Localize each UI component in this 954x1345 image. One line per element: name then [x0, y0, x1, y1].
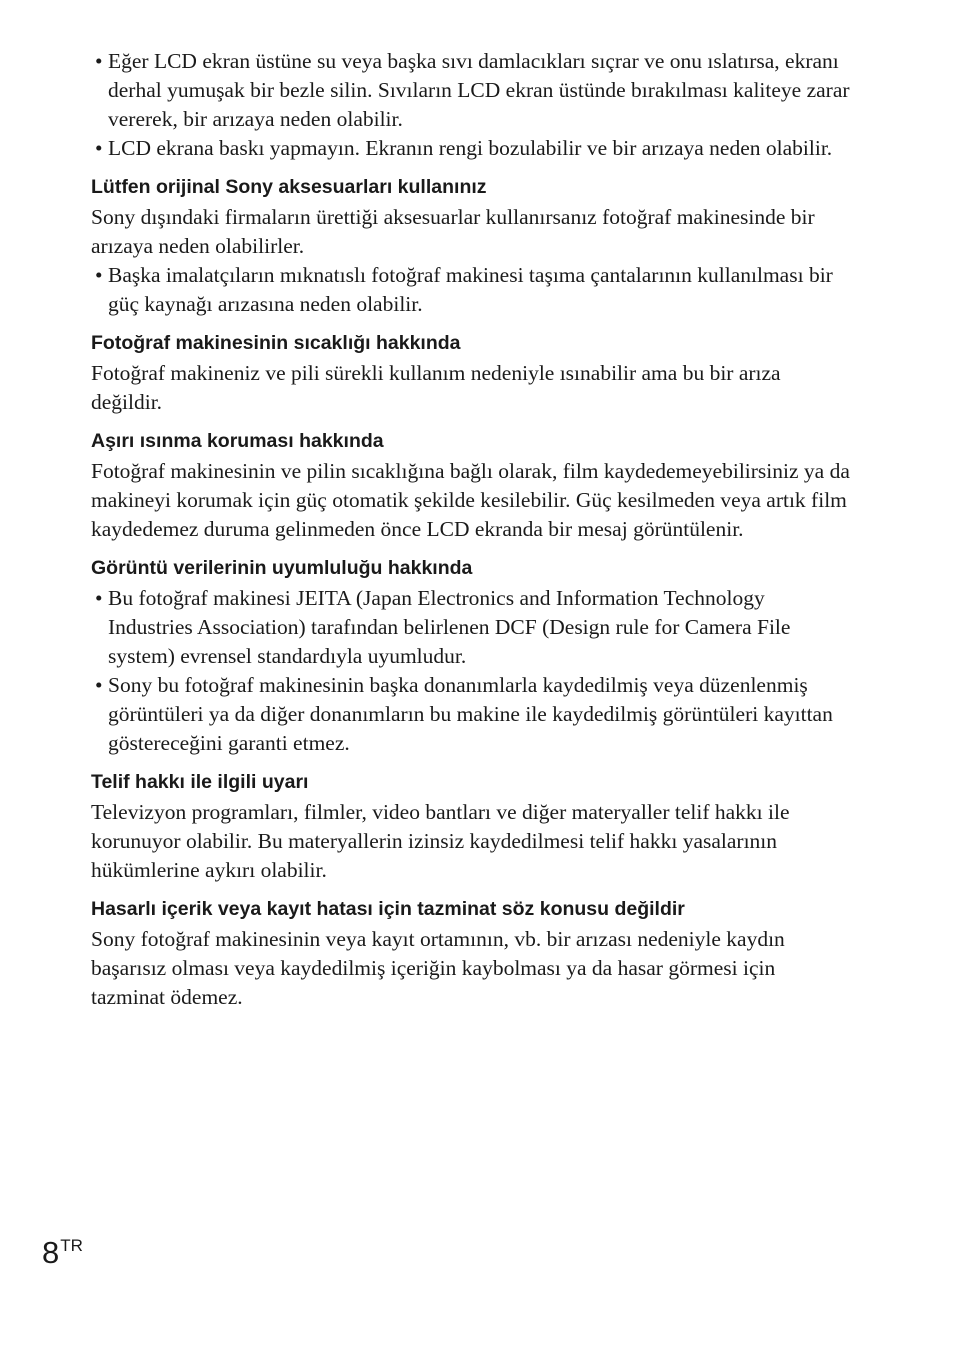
section-paragraph: Fotoğraf makinesinin ve pilin sıcaklığına bağlı olarak, film kaydedemeyebilirsiniz ya da makineyi korumak için güç otomatik şekilde kesilebilir. Güç kesilmeden veya artık film kaydedemez duruma gelinmeden önce LCD ekranda bir mesaj görüntülenir. [91, 459, 850, 541]
page-number-value: 8 [42, 1235, 60, 1270]
list-item [91, 47, 851, 134]
bullet-icon: • [95, 49, 103, 73]
section-paragraph: Sony fotoğraf makinesinin veya kayıt ortamının, vb. bir arızası nedeniyle kaydın başarısız olması veya kaydedilmiş içeriğin kaybolması ya da hasar görmesi için tazminat ödemez. [91, 927, 785, 1009]
bullet-text: Bu fotoğraf makinesi JEITA (Japan Electronics and Information Technology Industries Association) tarafından belirlenen DCF (Design rule for Camera File system) evrensel standardıyla uyumludur. [108, 586, 791, 668]
page-number [42, 1235, 83, 1276]
section-no-compensation [91, 896, 851, 1012]
section-heading: Hasarlı içerik veya kayıt hatası için tazminat söz konusu değildir [91, 898, 685, 920]
list-item [91, 671, 851, 758]
list-item [91, 584, 851, 671]
section-copyright-warning [91, 769, 851, 885]
section-heading: Fotoğraf makinesinin sıcaklığı hakkında [91, 332, 461, 354]
bullet-icon: • [95, 673, 103, 697]
section-overheat-protection [91, 428, 851, 544]
section-paragraph: Televizyon programları, filmler, video bantları ve diğer materyaller telif hakkı ile korunuyor olabilir. Bu materyallerin izinsiz kaydedilmesi telif hakkı yasalarının hükümlerine aykırı olabilir. [91, 800, 790, 882]
section-heading: Aşırı ısınma koruması hakkında [91, 430, 384, 452]
section-heading: Telif hakkı ile ilgili uyarı [91, 771, 309, 793]
section-image-compatibility [91, 555, 851, 758]
section-heading: Lütfen orijinal Sony aksesuarları kullanınız [91, 176, 487, 198]
bullet-text: Eğer LCD ekran üstüne su veya başka sıvı damlacıkları sıçrar ve onu ıslatırsa, ekranı derhal yumuşak bir bezle silin. Sıvıların LCD ekran üstünde bırakılması kaliteye zarar vererek, bir arızaya neden olabilir. [108, 49, 850, 131]
bullet-icon: • [95, 136, 103, 160]
list-item [91, 261, 851, 319]
page-region-code: TR [60, 1236, 83, 1255]
page-content [91, 47, 851, 1012]
bullet-text: Sony bu fotoğraf makinesinin başka donanımlarla kaydedilmiş veya düzenlenmiş görüntüleri ya da diğer donanımların bu makine ile kaydedilmiş görüntüleri kayıttan göstereceğini garanti etmez. [108, 673, 833, 755]
section-heading: Görüntü verilerinin uyumluluğu hakkında [91, 557, 473, 579]
bullet-icon: • [95, 263, 103, 287]
section-paragraph: Fotoğraf makineniz ve pili sürekli kullanım nedeniyle ısınabilir ama bu bir arıza değildir. [91, 361, 781, 414]
bullet-icon: • [95, 586, 103, 610]
section-camera-temperature [91, 330, 851, 417]
bullet-text: Başka imalatçıların mıknatıslı fotoğraf makinesi taşıma çantalarının kullanılması bir güç kaynağı arızasına neden olabilir. [108, 263, 833, 316]
section-sony-accessories [91, 174, 851, 319]
list-item [91, 134, 851, 163]
intro-bullet-list [91, 47, 851, 163]
bullet-text: LCD ekrana baskı yapmayın. Ekranın rengi bozulabilir ve bir arızaya neden olabilir. [108, 136, 833, 160]
section-paragraph: Sony dışındaki firmaların ürettiği aksesuarlar kullanırsanız fotoğraf makinesinde bir arızaya neden olabilirler. [91, 205, 815, 258]
